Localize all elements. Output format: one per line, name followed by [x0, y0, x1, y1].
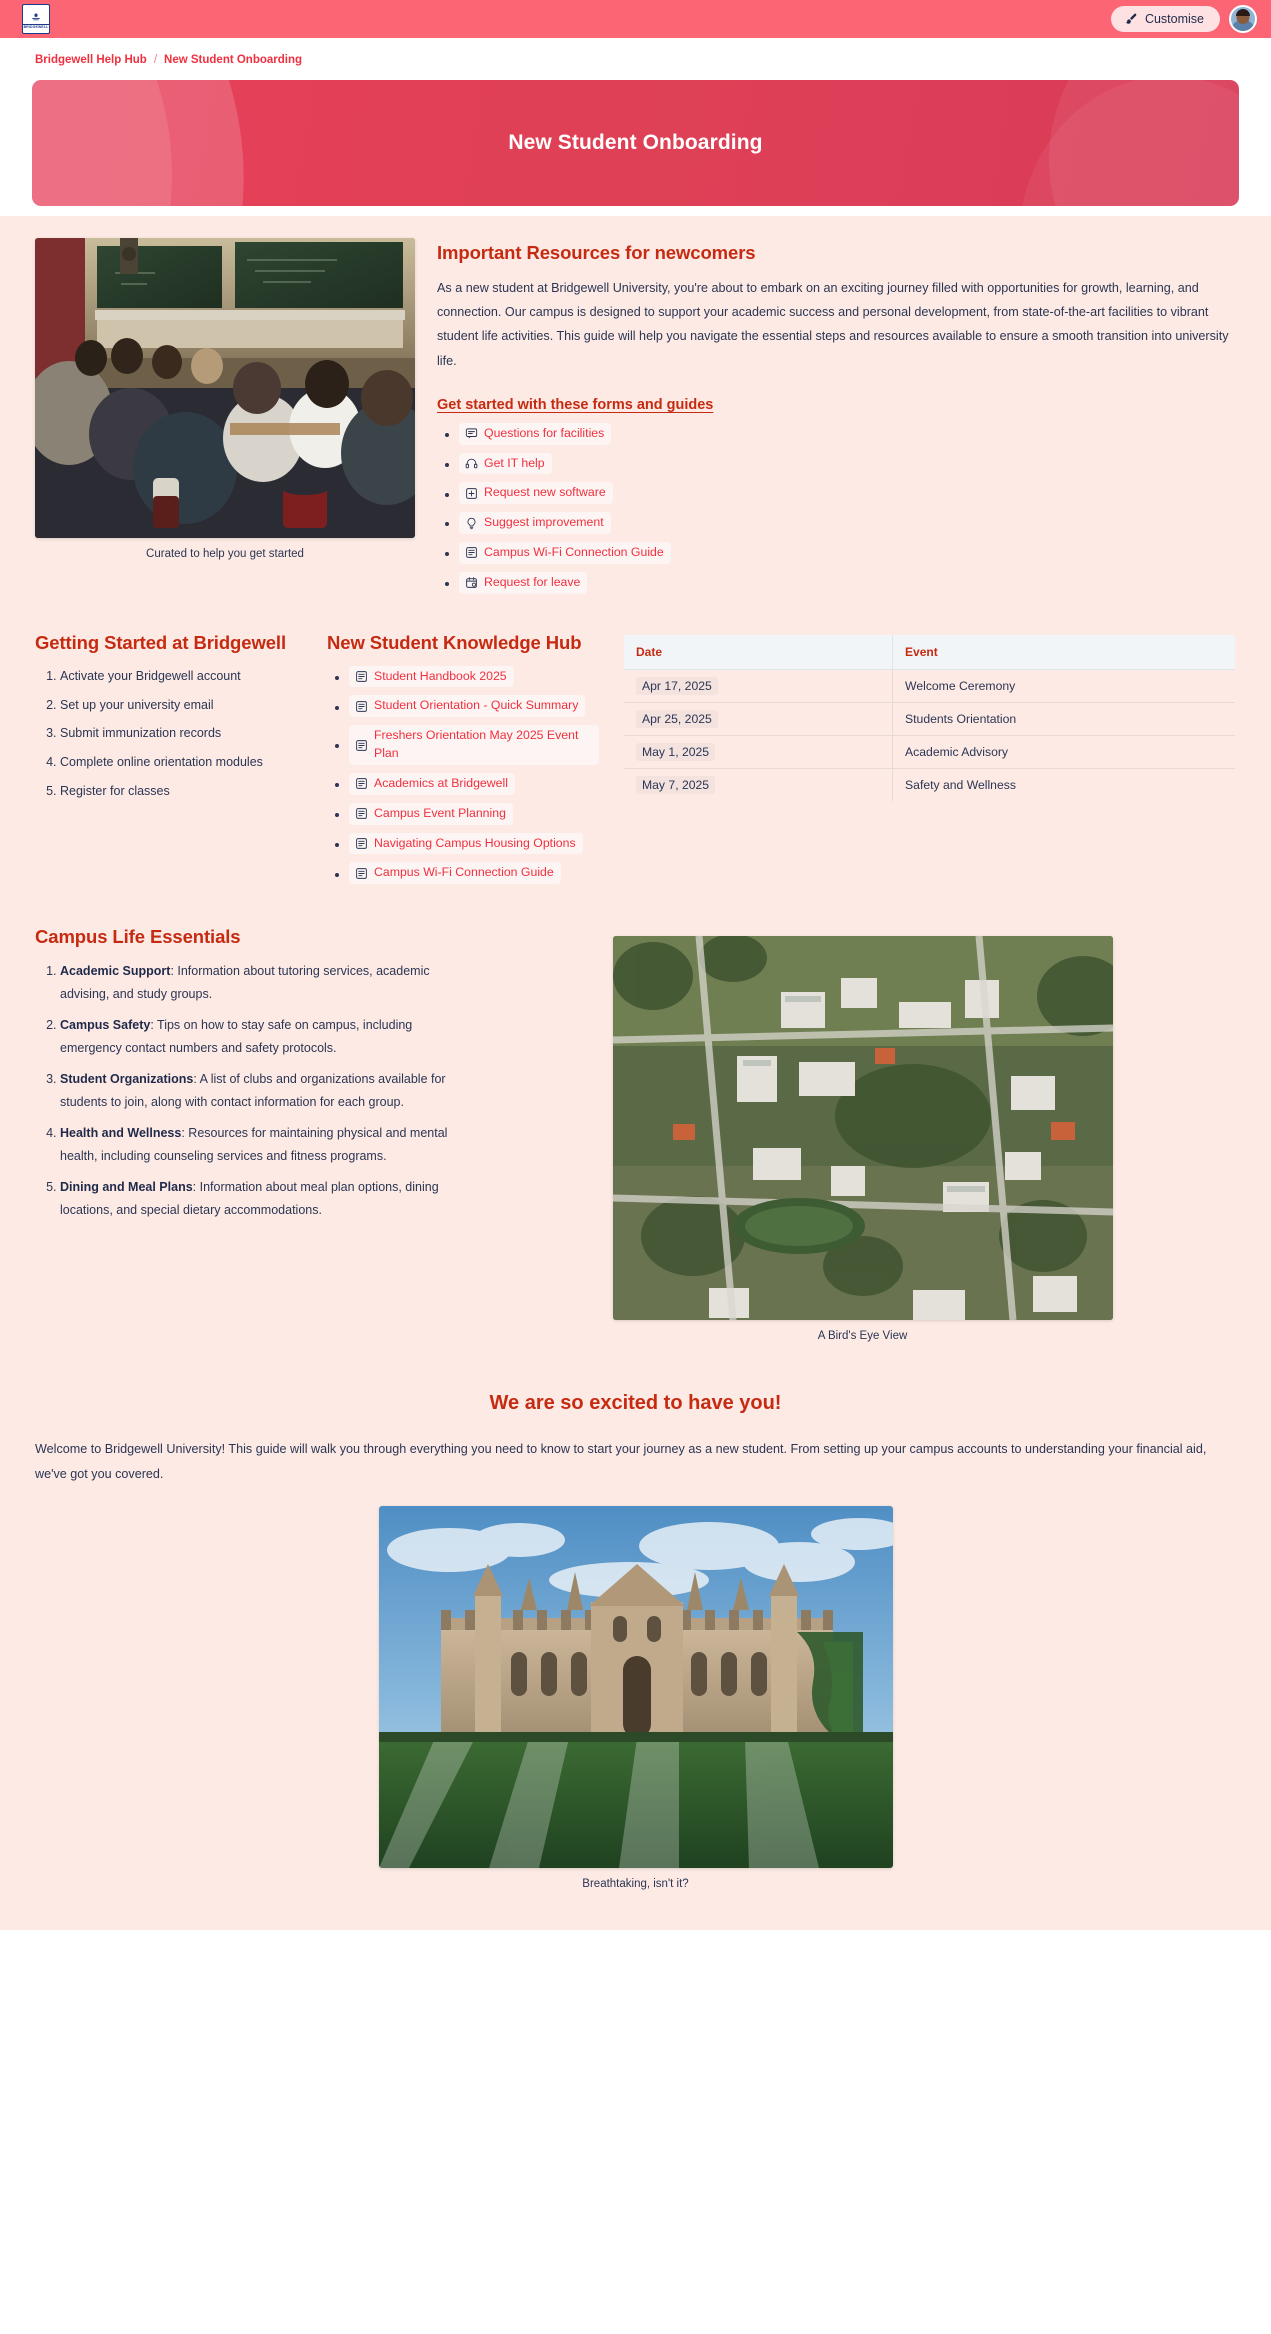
table-row — [624, 768, 1236, 801]
date-pill: Apr 17, 2025 — [636, 677, 718, 695]
essentials-desc: : A list of clubs and organizations available for students to join, along with contact information for each group. — [60, 1072, 446, 1109]
link-label: • Campus Event Planning — [374, 805, 506, 820]
forms-guides-heading: Get started with these forms and guides — [437, 396, 714, 413]
paintbrush-icon — [1124, 12, 1138, 26]
customise-button[interactable] — [1111, 6, 1220, 32]
essentials-term: Campus Safety — [60, 1018, 151, 1033]
lightbulb-icon — [465, 517, 478, 530]
list-item: 4. Complete online orientation modules — [60, 752, 303, 774]
cell-event: Academic Advisory — [893, 735, 1236, 768]
list-item: 2. Set up your university email — [60, 695, 303, 717]
link-label: • Student Orientation - Quick Summary — [374, 698, 579, 713]
list-item — [349, 695, 599, 717]
list-item — [60, 1014, 455, 1059]
list-item: 5. Register for classes — [60, 781, 303, 803]
list-item — [349, 773, 599, 795]
list-item — [459, 572, 1236, 594]
essentials-list — [35, 960, 455, 1221]
list-item: 1. Activate your Bridgewell account — [60, 666, 303, 688]
bridgewell-logo[interactable] — [22, 4, 50, 34]
link-campus-wifi-connection-guide[interactable] — [459, 542, 671, 564]
hero-decoration-b — [32, 80, 172, 206]
add-box-icon — [465, 487, 478, 500]
list-item: 3. Submit immunization records — [60, 723, 303, 745]
link-request-new-software[interactable] — [459, 482, 613, 504]
list-item — [349, 803, 599, 825]
aerial-campus-photo — [613, 936, 1113, 1320]
link-campus-wifi-connection-guide-hub[interactable] — [349, 862, 561, 884]
closing-figure — [35, 1506, 1236, 1890]
list-item — [60, 1122, 455, 1167]
breadcrumb-separator: / — [153, 54, 158, 66]
column-header-date: Date — [624, 634, 893, 669]
user-avatar[interactable] — [1229, 5, 1257, 33]
table-head — [624, 634, 1236, 669]
intro-figure — [35, 238, 415, 560]
calendar-icon — [465, 576, 478, 589]
link-label: • Campus Wi-Fi Connection Guide — [374, 865, 554, 880]
link-label: • Freshers Orientation May 2025 Event Plan — [374, 728, 579, 761]
forms-guides-list — [437, 423, 1236, 594]
link-campus-event-planning[interactable] — [349, 803, 513, 825]
document-icon — [355, 867, 368, 880]
top-bar — [0, 0, 1271, 38]
link-label: • Suggest improvement — [484, 515, 604, 530]
document-icon — [355, 700, 368, 713]
document-icon — [355, 739, 368, 752]
link-label: • Request for leave — [484, 574, 581, 589]
document-icon — [355, 807, 368, 820]
table-header-row — [624, 634, 1236, 669]
closing-image-caption: Breathtaking, isn't it? — [582, 1878, 689, 1891]
list-item — [349, 666, 599, 688]
hero-decoration-d — [1019, 80, 1239, 206]
avatar-hair — [1236, 9, 1250, 16]
campus-life-essentials-section — [0, 892, 1271, 1342]
cell-event: Students Orientation — [893, 702, 1236, 735]
column-header-event: Event — [893, 634, 1236, 669]
cell-event: Safety and Wellness — [905, 777, 1016, 792]
document-icon — [355, 670, 368, 683]
link-questions-for-facilities[interactable] — [459, 423, 611, 445]
intro-heading: Important Resources for newcomers — [437, 242, 756, 263]
getting-started-column — [35, 632, 303, 810]
document-icon — [355, 777, 368, 790]
link-freshers-orientation-may-2025-event-plan[interactable] — [349, 725, 599, 765]
link-student-handbook-2025[interactable] — [349, 666, 514, 688]
table-row — [624, 702, 1236, 735]
topbar-actions — [1111, 5, 1257, 33]
page-body — [0, 216, 1271, 1930]
customise-label: Customise — [1144, 11, 1204, 26]
headset-icon — [465, 457, 478, 470]
list-item — [349, 725, 599, 765]
essentials-desc: : Tips on how to stay safe on campus, including emergency contact numbers and safety protocols. — [60, 1018, 413, 1055]
breadcrumb — [0, 38, 1271, 80]
link-student-orientation-quick-summary[interactable] — [349, 695, 585, 717]
list-item — [60, 960, 455, 1005]
events-table-column — [623, 632, 1236, 802]
list-item — [60, 1176, 455, 1221]
essentials-desc: : Information about meal plan options, dining locations, and special dietary accommodations. — [60, 1180, 439, 1217]
essentials-term: Dining and Meal Plans — [60, 1180, 193, 1195]
cell-date — [624, 735, 893, 768]
list-item — [349, 862, 599, 884]
link-academics-at-bridgewell[interactable] — [349, 773, 515, 795]
document-icon — [355, 837, 368, 850]
essentials-heading: Campus Life Essentials — [35, 926, 241, 948]
classroom-photo — [35, 238, 415, 538]
list-item — [459, 423, 1236, 445]
date-pill: Apr 25, 2025 — [636, 710, 718, 728]
knowledge-hub-heading: New Student Knowledge Hub — [327, 631, 582, 653]
list-item — [459, 542, 1236, 564]
comment-icon — [465, 427, 478, 440]
aerial-image-caption: A Bird's Eye View — [817, 1330, 908, 1343]
breadcrumb-current-link[interactable]: New Student Onboarding — [164, 54, 303, 66]
date-pill: May 1, 2025 — [636, 743, 715, 761]
list-item — [349, 833, 599, 855]
knowledge-hub-list — [327, 666, 599, 885]
link-suggest-improvement[interactable] — [459, 512, 611, 534]
cell-date — [624, 702, 893, 735]
list-item — [60, 1068, 455, 1113]
events-table — [623, 634, 1236, 802]
intro-image-caption: Curated to help you get started — [146, 548, 304, 560]
essentials-term: Student Organizations — [60, 1072, 194, 1087]
list-item — [459, 482, 1236, 504]
cell-event: Welcome Ceremony — [893, 669, 1236, 702]
link-label: • Request new software — [484, 485, 606, 500]
link-label: • Academics at Bridgewell — [374, 775, 508, 790]
date-pill: May 7, 2025 — [636, 776, 715, 794]
closing-heading: We are so excited to have you! — [489, 1392, 782, 1415]
list-item — [459, 453, 1236, 475]
getting-started-heading: Getting Started at Bridgewell — [35, 631, 286, 653]
hero-banner — [32, 80, 1239, 206]
closing-paragraph: Welcome to Bridgewell University! This guide will walk you through everything you need to know to start your journey as a new student. From setting up your campus accounts to understanding your financial aid, we've got you covered. — [35, 1442, 1207, 1481]
table-row — [624, 735, 1236, 768]
crest-icon — [29, 10, 43, 23]
link-navigating-campus-housing-options[interactable] — [349, 833, 583, 855]
page-title: New Student Onboarding — [508, 131, 763, 154]
link-label: • Student Handbook 2025 — [374, 668, 507, 683]
link-label: • Get IT help — [484, 455, 545, 470]
essentials-term: Academic Support — [60, 964, 171, 979]
link-label: • Navigating Campus Housing Options — [374, 835, 576, 850]
essentials-figure — [489, 926, 1236, 1342]
link-label: • Questions for facilities — [484, 425, 605, 440]
breadcrumb-root-link[interactable]: Bridgewell Help Hub — [35, 54, 147, 66]
intro-paragraph: As a new student at Bridgewell University, you're about to embark on an exciting journey filled with opportunities for growth, learning, and connection. Our campus is designed to support your academic success and personal development, from state-of-the-art facilities to vibrant student life activities. This guide will help you navigate the essential steps and resources available to ensure a smooth transition into university life. — [437, 281, 1229, 368]
link-label: • Campus Wi-Fi Connection Guide — [484, 545, 664, 559]
list-item — [459, 512, 1236, 534]
intro-section — [0, 238, 1271, 602]
essentials-desc: : Resources for maintaining physical and mental health, including counseling services and fitness programs. — [60, 1126, 448, 1163]
getting-started-list — [35, 666, 303, 803]
link-get-it-help[interactable] — [459, 453, 552, 475]
link-request-for-leave[interactable] — [459, 572, 587, 594]
essentials-term: Health and Wellness — [60, 1126, 182, 1141]
three-column-section — [0, 602, 1271, 893]
document-icon — [465, 546, 478, 559]
cell-date — [624, 669, 893, 702]
essentials-desc: : Information about tutoring services, academic advising, and study groups. — [60, 964, 430, 1001]
intro-text-column — [437, 238, 1236, 602]
essentials-text-column — [35, 926, 455, 1230]
table-row — [624, 669, 1236, 702]
cell-date — [624, 768, 893, 801]
hero-wrapper — [0, 80, 1271, 216]
table-body — [624, 669, 1236, 801]
campus-building-photo — [379, 1506, 893, 1868]
logo-wordmark: BRIDGEWELL — [23, 24, 49, 29]
closing-section — [0, 1342, 1271, 1890]
knowledge-hub-column — [327, 632, 599, 893]
